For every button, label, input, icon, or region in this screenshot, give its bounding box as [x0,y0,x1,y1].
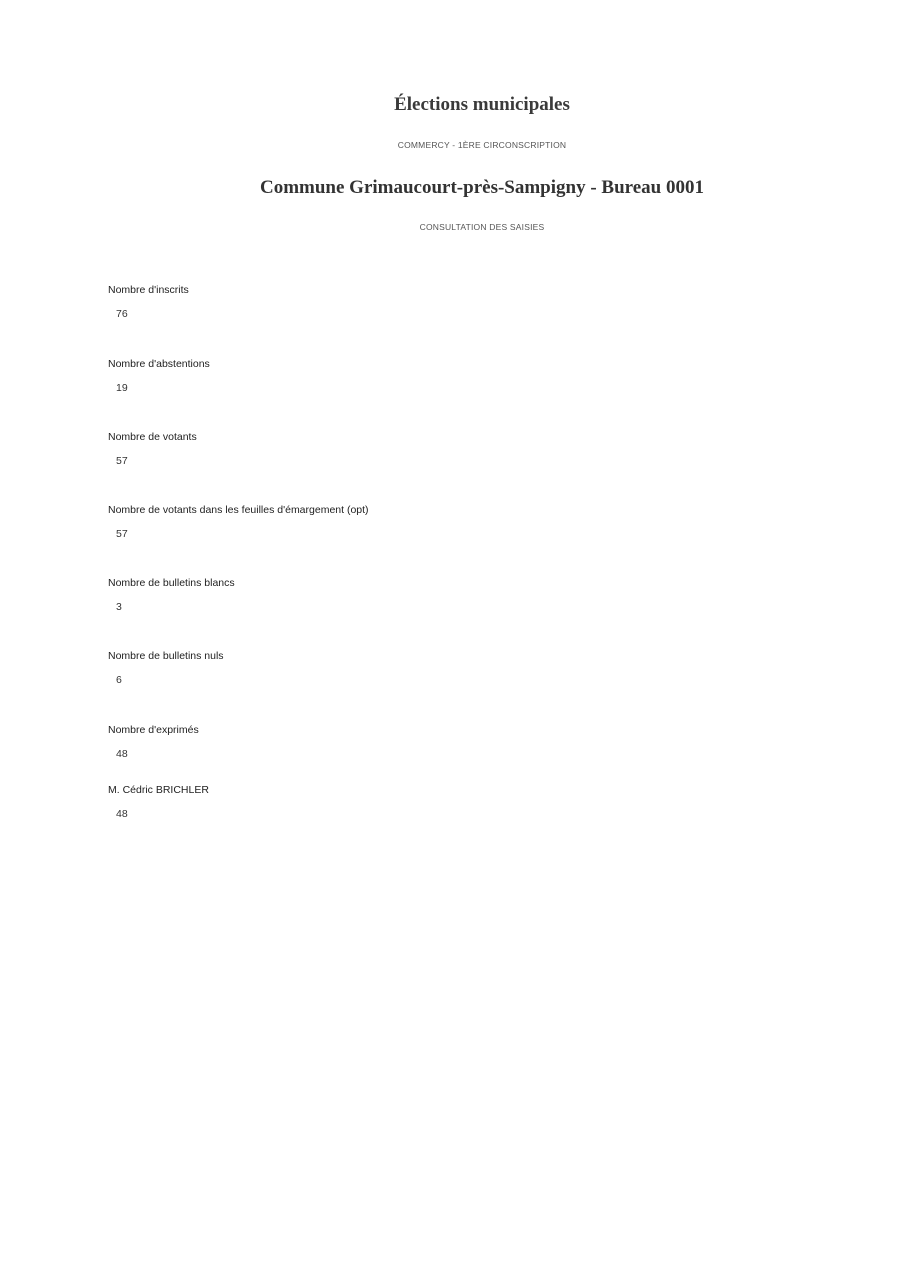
field-value: 48 [116,748,128,760]
candidate-votes: 48 [116,808,128,820]
field-label: Nombre d'abstentions [108,358,210,370]
field-value: 76 [116,308,128,320]
field-exprimes [108,724,199,760]
field-value: 3 [116,601,122,613]
constituency-subtitle: COMMERCY - 1ÈRE CIRCONSCRIPTION [397,140,567,150]
field-label: Nombre de votants dans les feuilles d'émargement (opt) [108,504,369,516]
field-label: Nombre de bulletins nuls [108,650,224,662]
field-votants [108,431,197,467]
field-value: 57 [116,528,128,540]
field-label: Nombre d'exprimés [108,724,199,736]
field-value: 19 [116,382,128,394]
field-label: Nombre de votants [108,431,197,443]
field-label: Nombre d'inscrits [108,284,189,296]
field-label: Nombre de bulletins blancs [108,577,235,589]
field-votants-emargement [108,504,369,540]
field-candidate [108,784,209,820]
section-title: CONSULTATION DES SAISIES [419,222,545,232]
field-value: 6 [116,674,122,686]
candidate-name: M. Cédric BRICHLER [108,784,209,796]
field-bulletins-nuls [108,650,224,686]
commune-title: Commune Grimaucourt-près-Sampigny - Bureau 0001 [259,177,705,198]
field-bulletins-blancs [108,577,235,613]
document-title: Élections municipales [394,94,570,115]
field-value: 57 [116,455,128,467]
field-abstentions [108,358,210,394]
field-inscrits [108,284,189,320]
